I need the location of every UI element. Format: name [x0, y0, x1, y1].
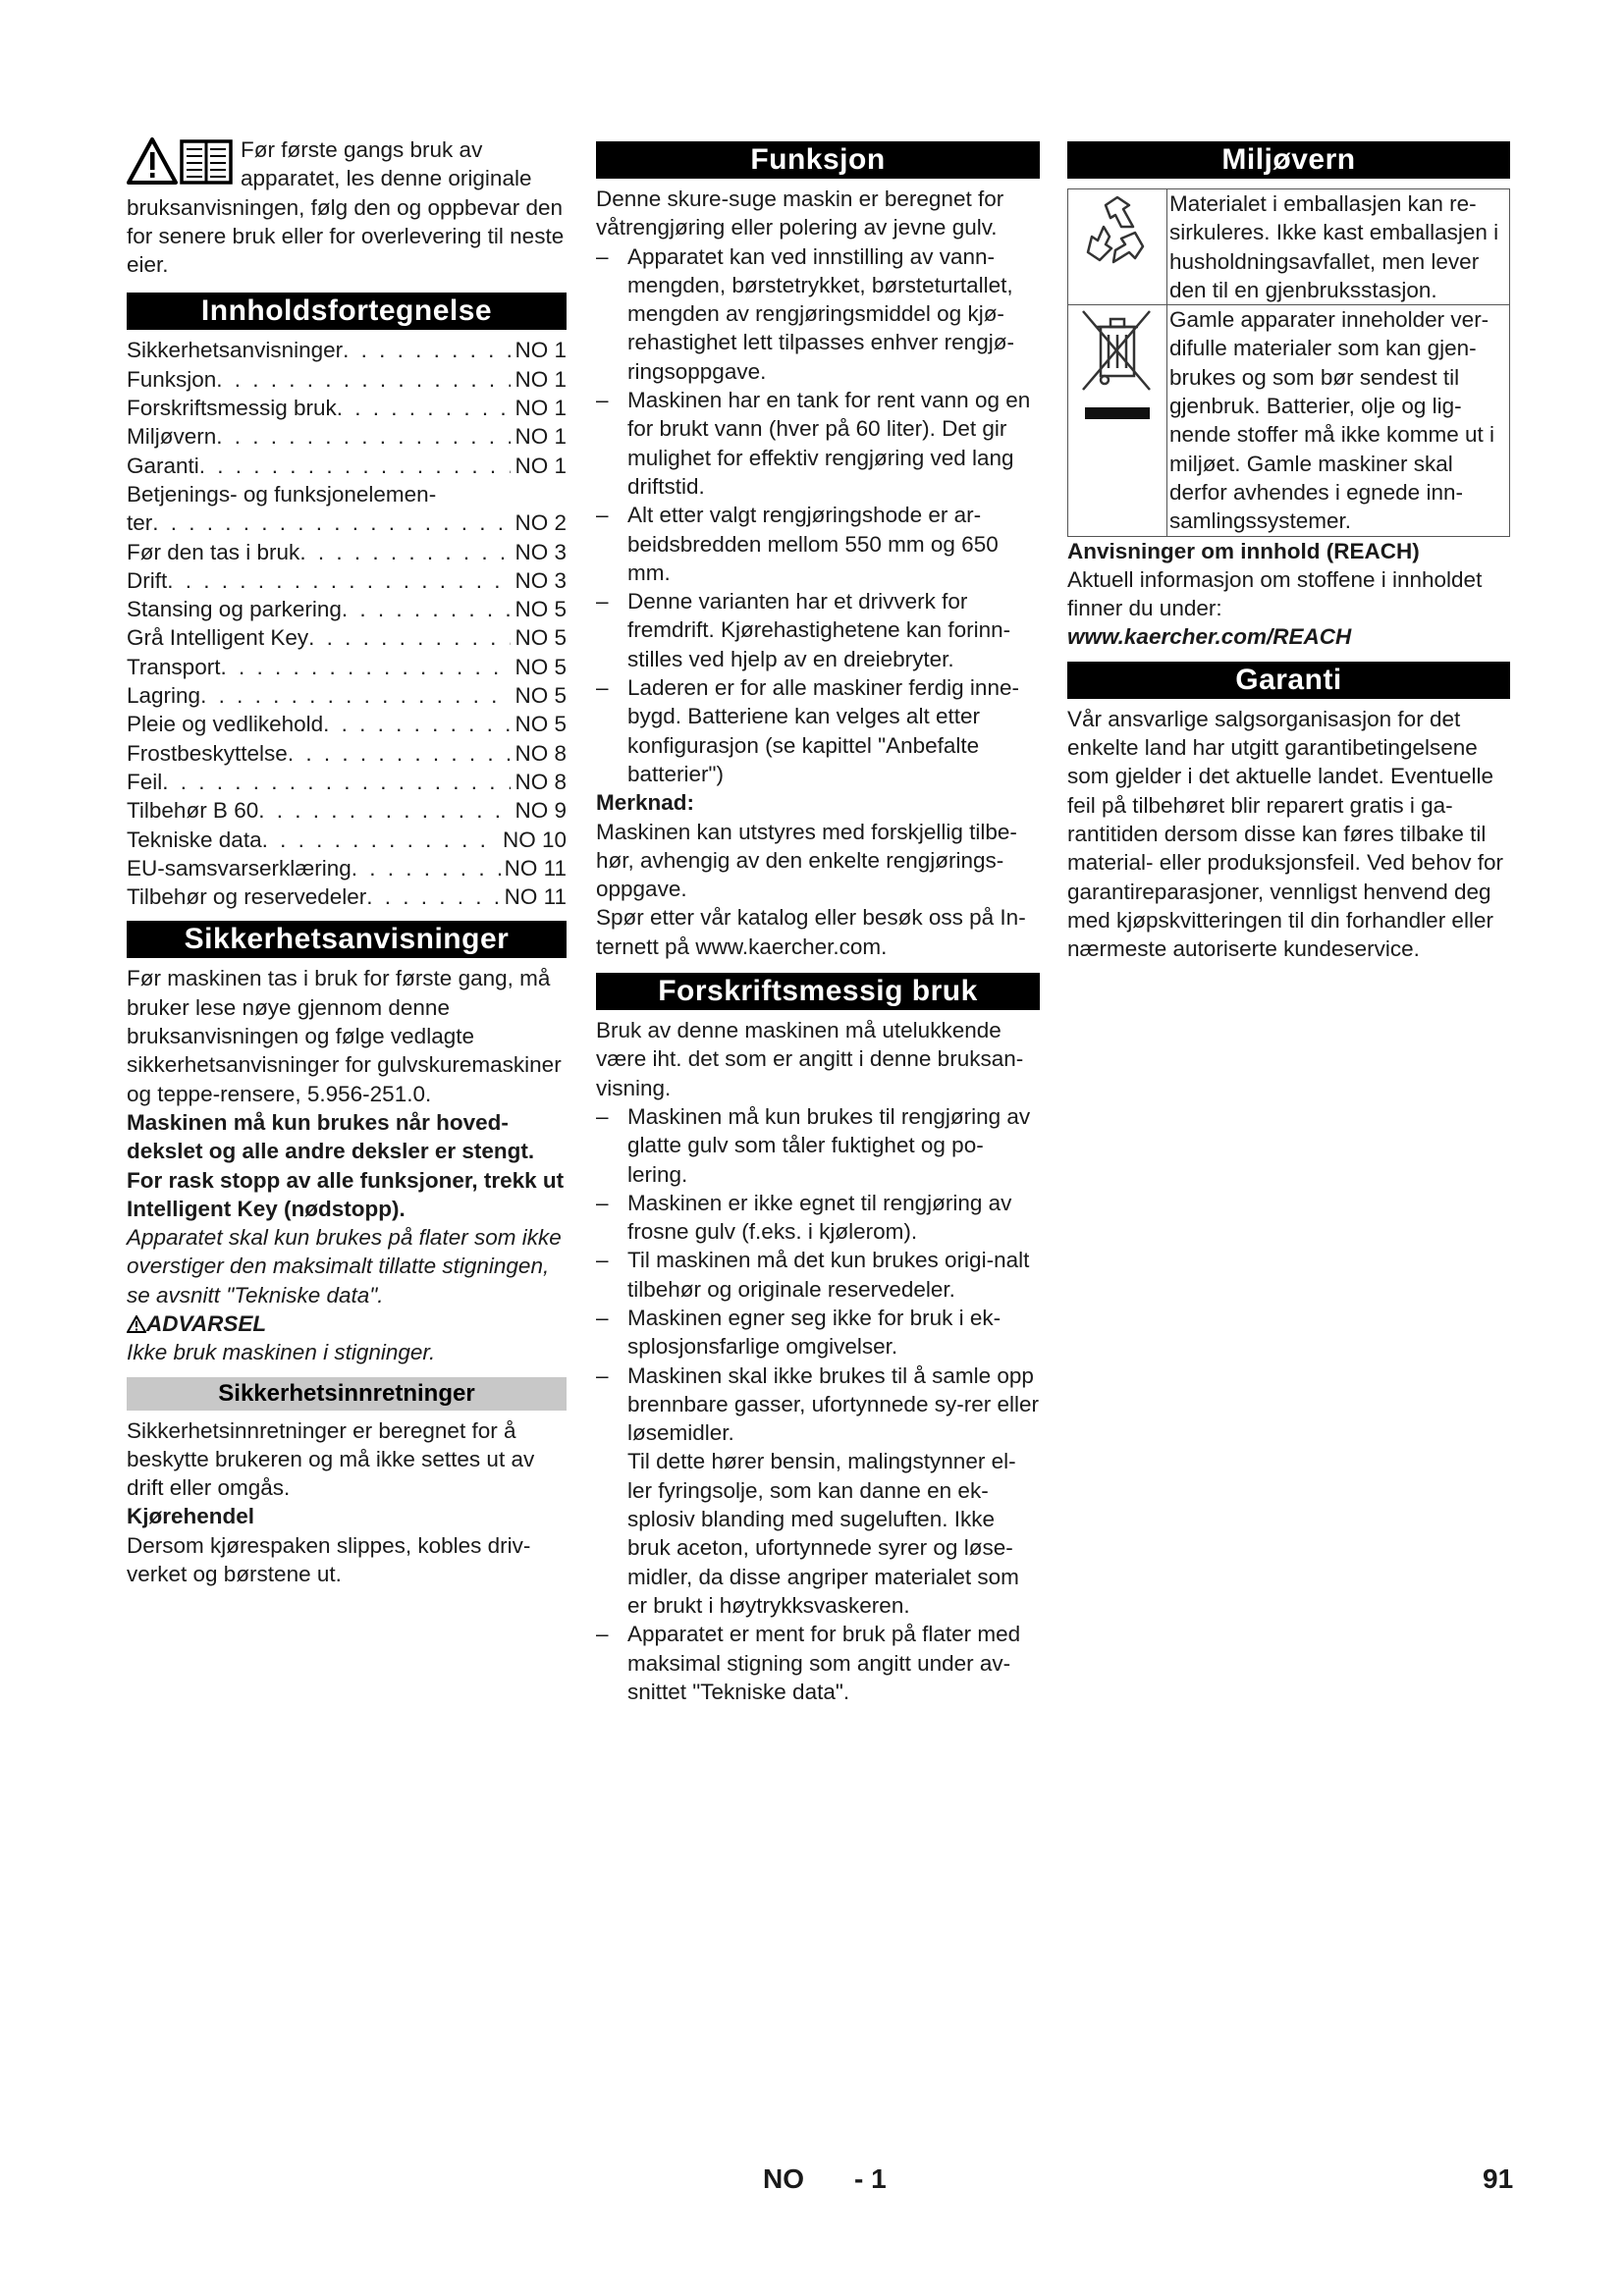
- footer-page-ref: - 1: [854, 2163, 887, 2194]
- intended-use-paragraph: Bruk av denne maskinen må utelukkende være iht. det som er angitt i denne bruksan-visning.: [596, 1018, 1024, 1100]
- toc-item[interactable]: Før den tas i bruk . . . NO 3: [127, 538, 567, 566]
- list-item: – Apparatet er ment for bruk på flater med maksimal stigning som angitt under av-snittet "Tekniske data".: [596, 1620, 1040, 1706]
- reach-link[interactable]: www.kaercher.com/REACH: [1067, 624, 1352, 650]
- table-row: [1068, 305, 1510, 536]
- reach-paragraph: Aktuell informasjon om stoffene i innholdet finner du under:: [1067, 566, 1483, 621]
- toc-item[interactable]: Transport . . . NO 5: [127, 653, 567, 681]
- list-item: – Maskinen har en tank for rent vann og en for brukt vann (hver på 60 liter). Det gir mulighet for effektiv rengjøring ved lang driftstid.: [596, 386, 1040, 501]
- toc-list: [127, 336, 567, 911]
- intended-use-list-end: [596, 1620, 1040, 1706]
- column-left: [127, 135, 567, 1588]
- warning-text: Ikke bruk maskinen i stigninger.: [127, 1340, 436, 1365]
- warranty-paragraph: Vår ansvarlige salgsorganisasjon for det enkelte land har utgitt garantibetingelsene som gjelder i det aktuelle landet. Eventuelle feil på tilbehøret blir reparert gratis i ga-rantitiden dersom disse kan føres tilbake til material- eller produksjonsfeil. Ved behov for garantireparasjoner, vennligst henvend deg med kjøpskvitteringen til din forhandler eller nærmeste autoriserte kundeservice.: [1067, 706, 1503, 962]
- list-item: – Alt etter valgt rengjøringshode er ar-beidsbredden mellom 550 mm og 650 mm.: [596, 501, 1040, 587]
- warning-icon: [127, 1315, 146, 1333]
- toc-item[interactable]: Betjenings- og funksjonelemen- ter . . . NO 2: [127, 480, 567, 538]
- warranty-heading: Garanti: [1067, 662, 1510, 699]
- toc-item[interactable]: Feil . . . NO 8: [127, 768, 567, 796]
- list-item: – Apparatet kan ved innstilling av vann-mengden, børstetrykket, børsteturtallet, mengden av rengjøringsmiddel og kjø-rehastighet lett tilpasses enhver rengjø-ringsoppgave.: [596, 242, 1040, 386]
- recycle-text: Materialet i emballasjen kan re-sirkuleres. Ikke kast emballasjen i husholdningsavfallet, men lever den til en gjenbruksstasjon.: [1167, 189, 1510, 305]
- safety-devices-paragraph: Sikkerhetsinnretninger er beregnet for å beskytte brukeren og må ikke settes ut av drift eller omgås.: [127, 1417, 535, 1501]
- environment-table: [1067, 188, 1510, 537]
- toc-item[interactable]: EU-samsvarserklæring . . . NO 11: [127, 854, 567, 882]
- list-item: – Maskinen er ikke egnet til rengjøring av frosne gulv (f.eks. i kjølerom).: [596, 1189, 1040, 1247]
- safety-devices-heading: Sikkerhetsinnretninger: [127, 1377, 567, 1411]
- column-middle: [596, 135, 1040, 1706]
- list-item: – Til maskinen må det kun brukes origi-nalt tilbehør og originale reservedeler.: [596, 1246, 1040, 1304]
- note-paragraph-web: Spør etter vår katalog eller besøk oss på In-ternett på www.kaercher.com.: [596, 905, 1026, 959]
- note-label: Merknad:: [596, 790, 695, 816]
- list-item: – Laderen er for alle maskiner ferdig inne-bygd. Batteriene kan velges alt etter konfigurasjon (se kapittel "Anbefalte batterier"): [596, 673, 1040, 788]
- toc-item[interactable]: Tilbehør og reservedeler . . . NO 11: [127, 882, 567, 911]
- recycle-cell: [1068, 189, 1167, 305]
- toc-item[interactable]: Grå Intelligent Key . . . NO 5: [127, 623, 567, 652]
- warning-label: ADVARSEL: [127, 1309, 567, 1338]
- environment-heading: Miljøvern: [1067, 141, 1510, 179]
- safety-bold-notice: Maskinen må kun brukes når hoved-dekslet og alle andre deksler er stengt. For rask stopp av alle funksjoner, trekk ut Intelligent Key (nødstopp).: [127, 1109, 565, 1221]
- list-item: – Maskinen skal ikke brukes til å samle opp brennbare gasser, ufortynnede sy-rer eller løsemidler.: [596, 1362, 1040, 1448]
- intended-use-list: [596, 1102, 1040, 1448]
- table-row: [1068, 189, 1510, 305]
- intended-use-extra: Til dette hører bensin, malingstynner el-ler fyringsolje, som kan danne en ek-splosiv blanding med sugeluften. Ikke bruk aceton, ufortynnede syrer og løse-midler, da disse angriper materialet som er brukt i høytrykksvaskeren.: [627, 1449, 1019, 1618]
- note-paragraph: Maskinen kan utstyres med forskjellig tilbe-hør, avhengig av den enkelte rengjørings-oppgave.: [596, 819, 1017, 902]
- list-item: – Maskinen må kun brukes til rengjøring av glatte gulv som tåler fuktighet og po-lering.: [596, 1102, 1040, 1189]
- toc-heading: Innholdsfortegnelse: [127, 293, 567, 330]
- intro-text: Før første gangs bruk av apparatet, les denne originale bruksanvisningen, følg den og oppbevar den for senere bruk eller for overlevering til neste eier.: [127, 137, 565, 278]
- recycle-icon: [1078, 189, 1157, 278]
- toc-item[interactable]: Garanti . . . NO 1: [127, 452, 567, 480]
- function-paragraph: Denne skure-suge maskin er beregnet for våtrengjøring eller polering av jevne gulv.: [596, 187, 1004, 240]
- toc-item[interactable]: Drift . . . NO 3: [127, 566, 567, 595]
- weee-cell: [1068, 305, 1167, 536]
- toc-item[interactable]: Lagring . . . NO 5: [127, 681, 567, 710]
- drive-lever-heading: Kjørehendel: [127, 1504, 255, 1529]
- crossed-bin-icon: [1075, 305, 1160, 433]
- toc-item[interactable]: Forskriftsmessig bruk . . . NO 1: [127, 394, 567, 422]
- reach-heading: Anvisninger om innhold (REACH): [1067, 538, 1420, 563]
- footer-language: NO: [763, 2163, 804, 2194]
- drive-lever-paragraph: Dersom kjørespaken slippes, kobles driv-verket og børstene ut.: [127, 1532, 531, 1587]
- toc-item[interactable]: Stansing og parkering . . . NO 5: [127, 595, 567, 623]
- weee-text: Gamle apparater inneholder ver-difulle materialer som kan gjen-brukes og som bør sendest til gjenbruk. Batterier, olje og lig-nende stoffer må ikke komme ut i miljøet. Gamle maskiner skal derfor avhendes i egnede inn-samlingssystemer.: [1167, 305, 1510, 536]
- toc-item[interactable]: Funksjon . . . NO 1: [127, 365, 567, 394]
- safety-italic-notice: Apparatet skal kun brukes på flater som ikke overstiger den maksimalt tillatte stigningen, se avsnitt "Tekniske data".: [127, 1225, 562, 1308]
- list-item: – Denne varianten har et drivverk for fremdrift. Kjørehastighetene kan forinn-stilles ved hjelp av en dreiebryter.: [596, 587, 1040, 673]
- column-right: [1067, 135, 1510, 963]
- toc-item[interactable]: Tekniske data . . . NO 10: [127, 826, 567, 854]
- list-item: – Maskinen egner seg ikke for bruk i ek-splosjonsfarlige omgivelser.: [596, 1304, 1040, 1362]
- toc-item[interactable]: Sikkerhetsanvisninger . . . NO 1: [127, 336, 567, 364]
- toc-item[interactable]: Frostbeskyttelse . . . NO 8: [127, 739, 567, 768]
- intro-block: [127, 135, 567, 279]
- function-list: [596, 242, 1040, 789]
- safety-paragraph: Før maskinen tas i bruk for første gang, må bruker lese nøye gjennom denne bruksanvisningen og følge vedlagte sikkerhetsanvisninger for gulvskuremaskiner og teppe-rensere, 5.956-251.0.: [127, 966, 562, 1106]
- function-heading: Funksjon: [596, 141, 1040, 179]
- safety-heading: Sikkerhetsanvisninger: [127, 921, 567, 958]
- toc-item[interactable]: Pleie og vedlikehold . . . NO 5: [127, 710, 567, 738]
- toc-item[interactable]: Miljøvern . . . NO 1: [127, 422, 567, 451]
- intended-use-heading: Forskriftsmessig bruk: [596, 973, 1040, 1010]
- toc-item[interactable]: Tilbehør B 60 . . . NO 9: [127, 796, 567, 825]
- warning-read-manual-icon: [127, 135, 235, 187]
- footer-page-number: 91: [1483, 2163, 1514, 2194]
